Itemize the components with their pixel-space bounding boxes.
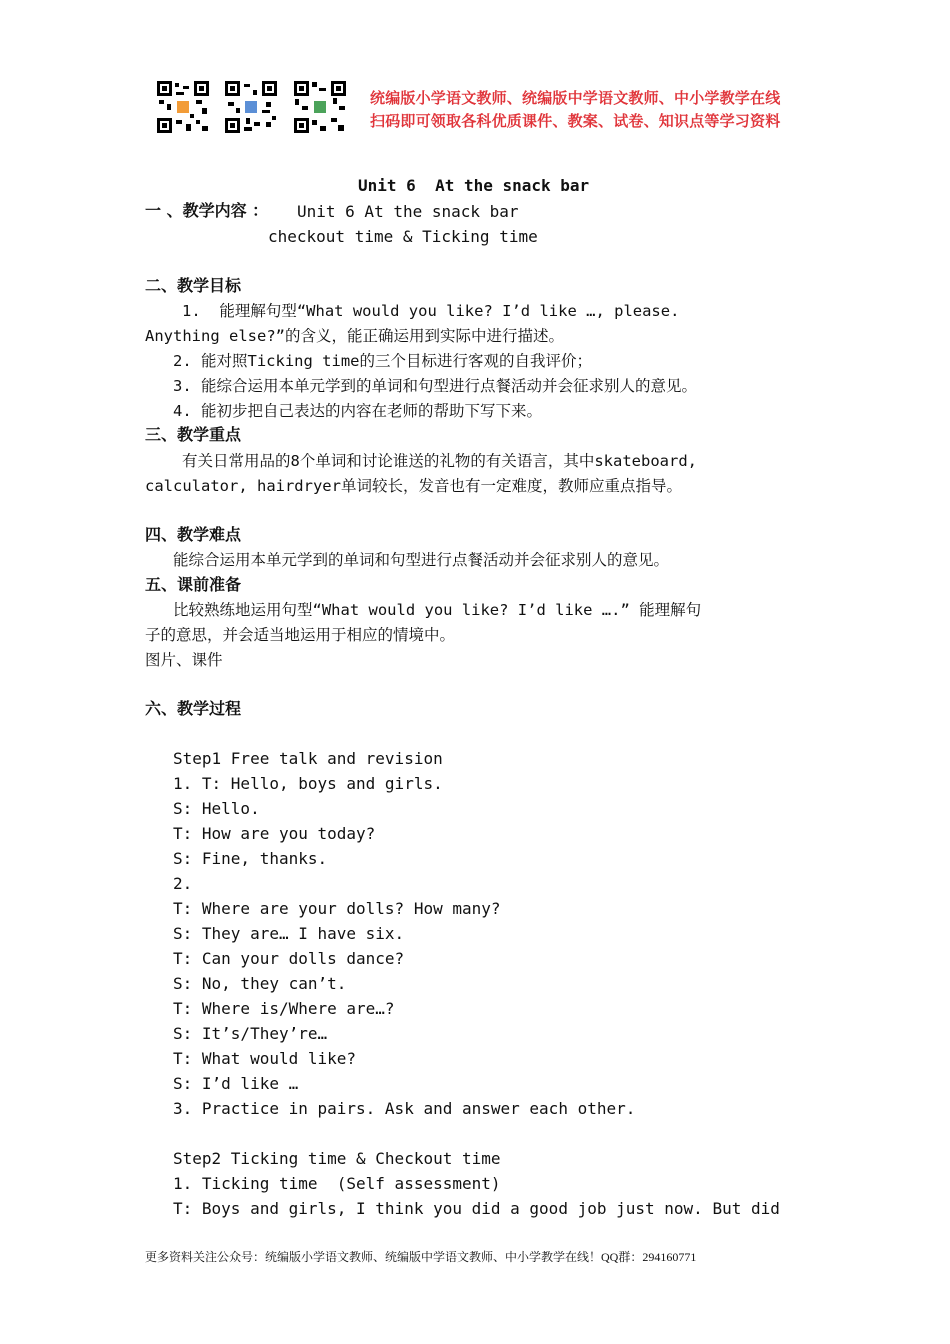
key-point-a: 有关日常用品的8个单词和讨论谁送的礼物的有关语言，其中skateboard, bbox=[182, 452, 697, 470]
step-2-heading: Step2 Ticking time & Checkout time bbox=[173, 1149, 501, 1168]
section-1-text-2: checkout time & Ticking time bbox=[268, 227, 538, 246]
dialogue-line: T: Where are your dolls? How many? bbox=[173, 899, 501, 918]
prep-text-c: 图片、课件 bbox=[145, 651, 223, 669]
banner-line-2: 扫码即可领取各科优质课件、教案、试卷、知识点等学习资料 bbox=[370, 112, 781, 130]
qr-code-1 bbox=[156, 80, 210, 134]
goal-3: 3. 能综合运用本单元学到的单词和句型进行点餐活动并会征求别人的意见。 bbox=[173, 377, 697, 395]
dialogue-line: S: Hello. bbox=[173, 799, 260, 818]
section-3-heading: 三、教学重点 bbox=[145, 425, 242, 444]
dialogue-line: 3. Practice in pairs. Ask and answer each other. bbox=[173, 1099, 636, 1118]
section-2-heading: 二、教学目标 bbox=[145, 276, 242, 295]
page-title: Unit 6 At the snack bar bbox=[358, 176, 590, 195]
dialogue-line: S: No, they can’t. bbox=[173, 974, 347, 993]
goal-1b: Anything else?”的含义，能正确运用到实际中进行描述。 bbox=[145, 327, 564, 345]
dialogue-line: S: I’d like … bbox=[173, 1074, 299, 1093]
section-1-heading: 一 、教学内容 ： bbox=[145, 201, 269, 220]
dialogue-line: T: Where is/Where are…? bbox=[173, 999, 395, 1018]
key-point-b: calculator, hairdryer单词较长，发音也有一定难度，教师应重点指导。 bbox=[145, 477, 682, 495]
step-1-heading: Step1 Free talk and revision bbox=[173, 749, 443, 768]
dialogue-line: S: Fine, thanks. bbox=[173, 849, 328, 868]
goal-4: 4. 能初步把自己表达的内容在老师的帮助下写下来。 bbox=[173, 402, 542, 420]
dialogue-line: S: It’s/They’re… bbox=[173, 1024, 328, 1043]
dialogue-line: 1. Ticking time (Self assessment) bbox=[173, 1174, 501, 1193]
goal-1a: 1. 能理解句型“What would you like? I’d like …, please. bbox=[182, 302, 680, 320]
dialogue-line: T: What would like? bbox=[173, 1049, 357, 1068]
banner-line-1: 统编版小学语文教师、统编版中学语文教师、中小学教学在线 bbox=[370, 89, 781, 107]
section-6-heading: 六、教学过程 bbox=[145, 699, 242, 718]
section-1-text: Unit 6 At the snack bar bbox=[297, 202, 519, 221]
dialogue-line: 1. T: Hello, boys and girls. bbox=[173, 774, 443, 793]
dialogue-line: 2. bbox=[173, 874, 193, 893]
difficulty-text: 能综合运用本单元学到的单词和句型进行点餐活动并会征求别人的意见。 bbox=[173, 551, 670, 569]
prep-text-b: 子的意思，并会适当地运用于相应的情境中。 bbox=[145, 626, 456, 644]
dialogue-line: T: Can your dolls dance? bbox=[173, 949, 405, 968]
dialogue-line: S: They are… I have six. bbox=[173, 924, 405, 943]
prep-text-a: 比较熟练地运用句型“What would you like? I’d like ….” 能理解句 bbox=[173, 601, 702, 619]
qr-code-3 bbox=[293, 80, 347, 134]
goal-2: 2. 能对照Ticking time的三个目标进行客观的自我评价； bbox=[173, 352, 592, 370]
dialogue-line: T: How are you today? bbox=[173, 824, 376, 843]
section-4-heading: 四、教学难点 bbox=[145, 525, 242, 544]
dialogue-line: T: Boys and girls, I think you did a good job just now. But did bbox=[173, 1199, 780, 1218]
qr-code-2 bbox=[224, 80, 278, 134]
footer-note: 更多资料关注公众号：统编版小学语文教师、统编版中学语文教师、中小学教学在线！QQ群：294160771 bbox=[145, 1250, 697, 1264]
section-5-heading: 五、课前准备 bbox=[145, 575, 242, 594]
